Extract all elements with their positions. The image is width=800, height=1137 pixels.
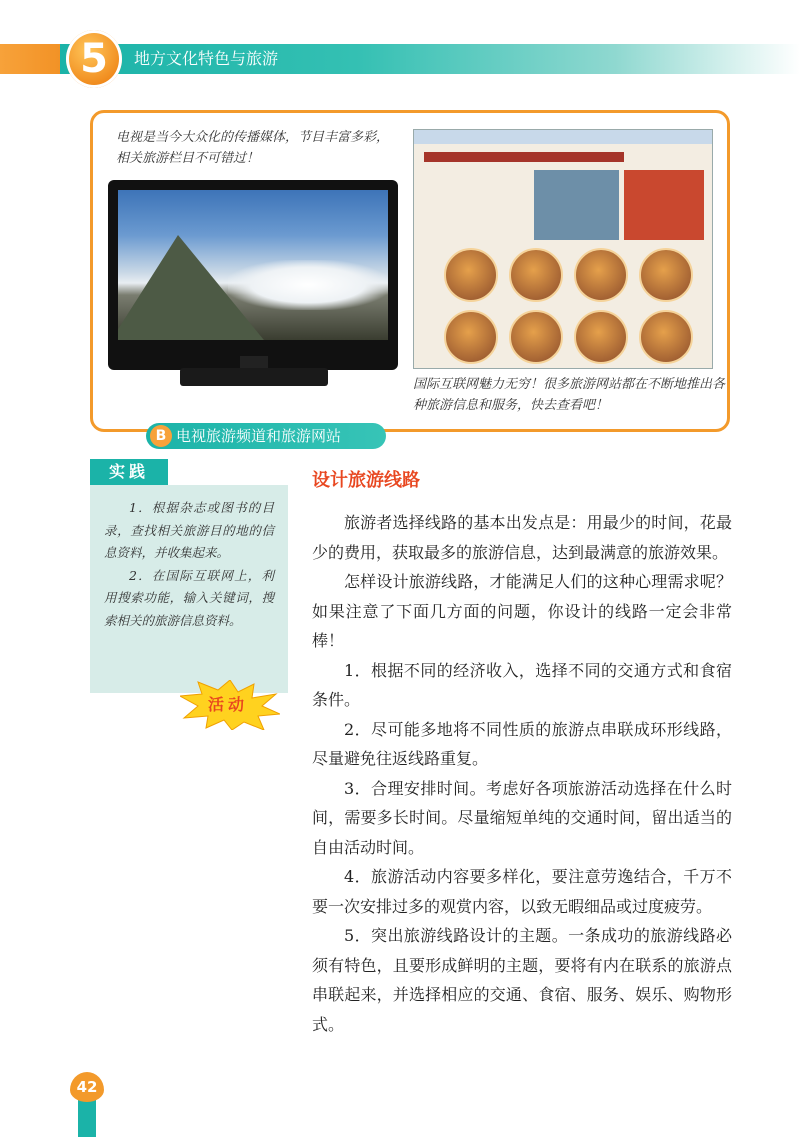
page-edge-strip: [78, 1100, 96, 1137]
practice-item: 1．根据杂志或图书的目录，查找相关旅游目的地的信息资料，并收集起来。: [104, 500, 274, 560]
tv-stand: [180, 368, 328, 386]
paragraph: 4．旅游活动内容要多样化，要注意劳逸结合，千万不要一次安排过多的观赏内容，以致无暇细品或过度疲劳。: [312, 867, 732, 916]
practice-box: [90, 485, 288, 693]
practice-item: 2．在国际互联网上，利用搜索功能，输入关键词，搜索相关的旅游信息资料。: [104, 567, 274, 628]
page-number: 42: [70, 1072, 104, 1102]
website-route-icon: [574, 310, 628, 364]
paragraph: 5．突出旅游线路设计的主题。一条成功的旅游线路必须有特色，且要形成鲜明的主题，要将有内在联系的旅游点串联起来，并选择相应的交通、食宿、服务、娱乐、购物形式。: [312, 926, 732, 1034]
browser-toolbar: [414, 130, 712, 144]
body-text: [312, 508, 732, 1039]
tourism-website-screenshot: [413, 129, 713, 369]
website-hotel-icon: [444, 310, 498, 364]
website-specialty-icon: [574, 248, 628, 302]
website-banner: [534, 170, 619, 240]
paragraph: 2．尽可能多地将不同性质的旅游点串联成环形线路，尽量避免往返线路重复。: [312, 719, 732, 768]
paragraph: 3．合理安排时间。考虑好各项旅游活动选择在什么时间，需要多长时间。尽量缩短单纯的交通时间，留出适当的自由活动时间。: [312, 778, 732, 857]
paragraph: 旅游者选择线路的基本出发点是：用最少的时间，花最少的费用，获取最多的旅游信息，达到最满意的旅游效果。: [312, 513, 732, 562]
figure-letter-badge: B: [150, 425, 172, 447]
website-icon-grid: [624, 170, 704, 240]
website-caption: 国际互联网魅力无穷！很多旅游网站都在不断地推出各种旅游信息和服务，快去查看吧！: [413, 377, 726, 413]
section-title: 设计旅游线路: [312, 470, 420, 491]
paragraph: 1．根据不同的经济收入，选择不同的交通方式和食宿条件。: [312, 660, 732, 709]
website-entertainment-icon: [639, 248, 693, 302]
website-shopping-icon: [639, 310, 693, 364]
tv-caption: 电视是当今大众化的传播媒体，节目丰富多彩，相关旅游栏目不可错过！: [116, 130, 390, 166]
website-nav-bar: [424, 152, 624, 162]
figure-label: [146, 423, 386, 449]
figure-label-text: 电视旅游频道和旅游网站: [176, 427, 342, 445]
paragraph: 怎样设计旅游线路，才能满足人们的这种心理需求呢？如果注意了下面几方面的问题，你设计的线路一定会非常棒！: [312, 572, 732, 650]
practice-tab: 实践: [90, 459, 168, 485]
tv-screen-landscape: [118, 190, 388, 340]
television-image: [108, 180, 398, 370]
activity-label: 活动: [208, 695, 249, 714]
cloud-shape: [228, 260, 388, 310]
website-attraction-icon: [444, 248, 498, 302]
website-travel-icon: [509, 310, 563, 364]
chapter-title: 地方文化特色与旅游: [134, 49, 279, 68]
chapter-number-badge: 5: [66, 30, 122, 88]
website-food-icon: [509, 248, 563, 302]
